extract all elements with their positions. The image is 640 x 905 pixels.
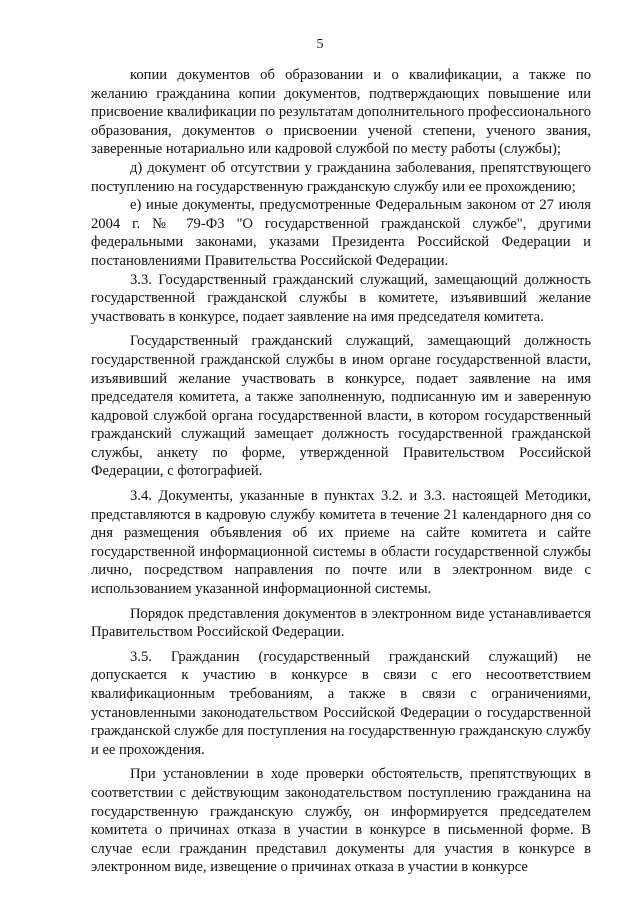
paragraph-item-e: е) иные документы, предусмотренные Федеральным законом от 27 июля 2004 г. № 79-ФЗ "О государственной гражданской службе", другими федеральными законами, указами Президента Российской Федерации и постановлениями Правительства Российской Федерации. [91,197,591,269]
paragraph-electronic-procedure: Порядок представления документов в электронном виде устанавливается Правительством Российской Федерации. [91,605,591,641]
paragraph-education-documents: копии документов об образовании и о квалификации, а также по желанию гражданина копии документов, подтверждающих повышение или присвоение квалификации по результатам дополнительного профессионального образования, документов о присвоении ученой степени, ученого звания, заверенные нотариально или кадровой службой по месту работы (службы); [91,67,591,158]
paragraph-3-3: 3.3. Государственный гражданский служащий, замещающий должность государственной гражданской службы в комитете, изъявивший желание участвовать в конкурсе, подает заявление на имя председателя комитета. [91,271,591,325]
paragraph-item-d: д) документ об отсутствии у гражданина заболевания, препятствующего поступлению на государственную гражданскую службу или ее прохождению; [91,159,591,195]
page-number: 5 [316,37,324,52]
paragraph-refusal-notice: При установлении в ходе проверки обстоятельств, препятствующих в соответствии с действующим законодательством поступлению гражданина на государственную гражданскую службу, он информируется председателем комитета о причинах отказа в участии в конкурсе в письменной форме. В случае если гражданин представил документы для участия в конкурсе в электронном виде, извещение о причинах отказа в участии в конкурсе [91,766,591,876]
paragraph-other-agency-servant: Государственный гражданский служащий, замещающий должность государственной гражданской службы в ином органе государственной власти, изъявивший желание участвовать в конкурсе, подает заявление на имя председателя комитета, а также заполненную, подписанную им и заверенную кадровой службой органа государственной власти, в котором государственный гражданский служащий замещает должность государственной гражданской службы, анкету по форме, утвержденной Правительством Российской Федерации, с фотографией. [91,333,591,480]
paragraph-3-5: 3.5. Гражданин (государственный гражданский служащий) не допускается к участию в конкурсе в связи с его несоответствием квалификационным требованиям, а также в связи с ограничениями, установленными законодательством Российской Федерации о государственной гражданской службе для поступления на государственную гражданскую службу и ее прохождения. [91,648,591,758]
document-body [91,66,591,883]
paragraph-3-4: 3.4. Документы, указанные в пунктах 3.2. и 3.3. настоящей Методики, представляются в кадровую службу комитета в течение 21 календарного дня со дня размещения объявления об их приеме на сайте комитета и сайте государственной информационной системы в области государственной службы лично, посредством направления по почте или в электронном виде с использованием указанной информационной системы. [91,488,591,598]
